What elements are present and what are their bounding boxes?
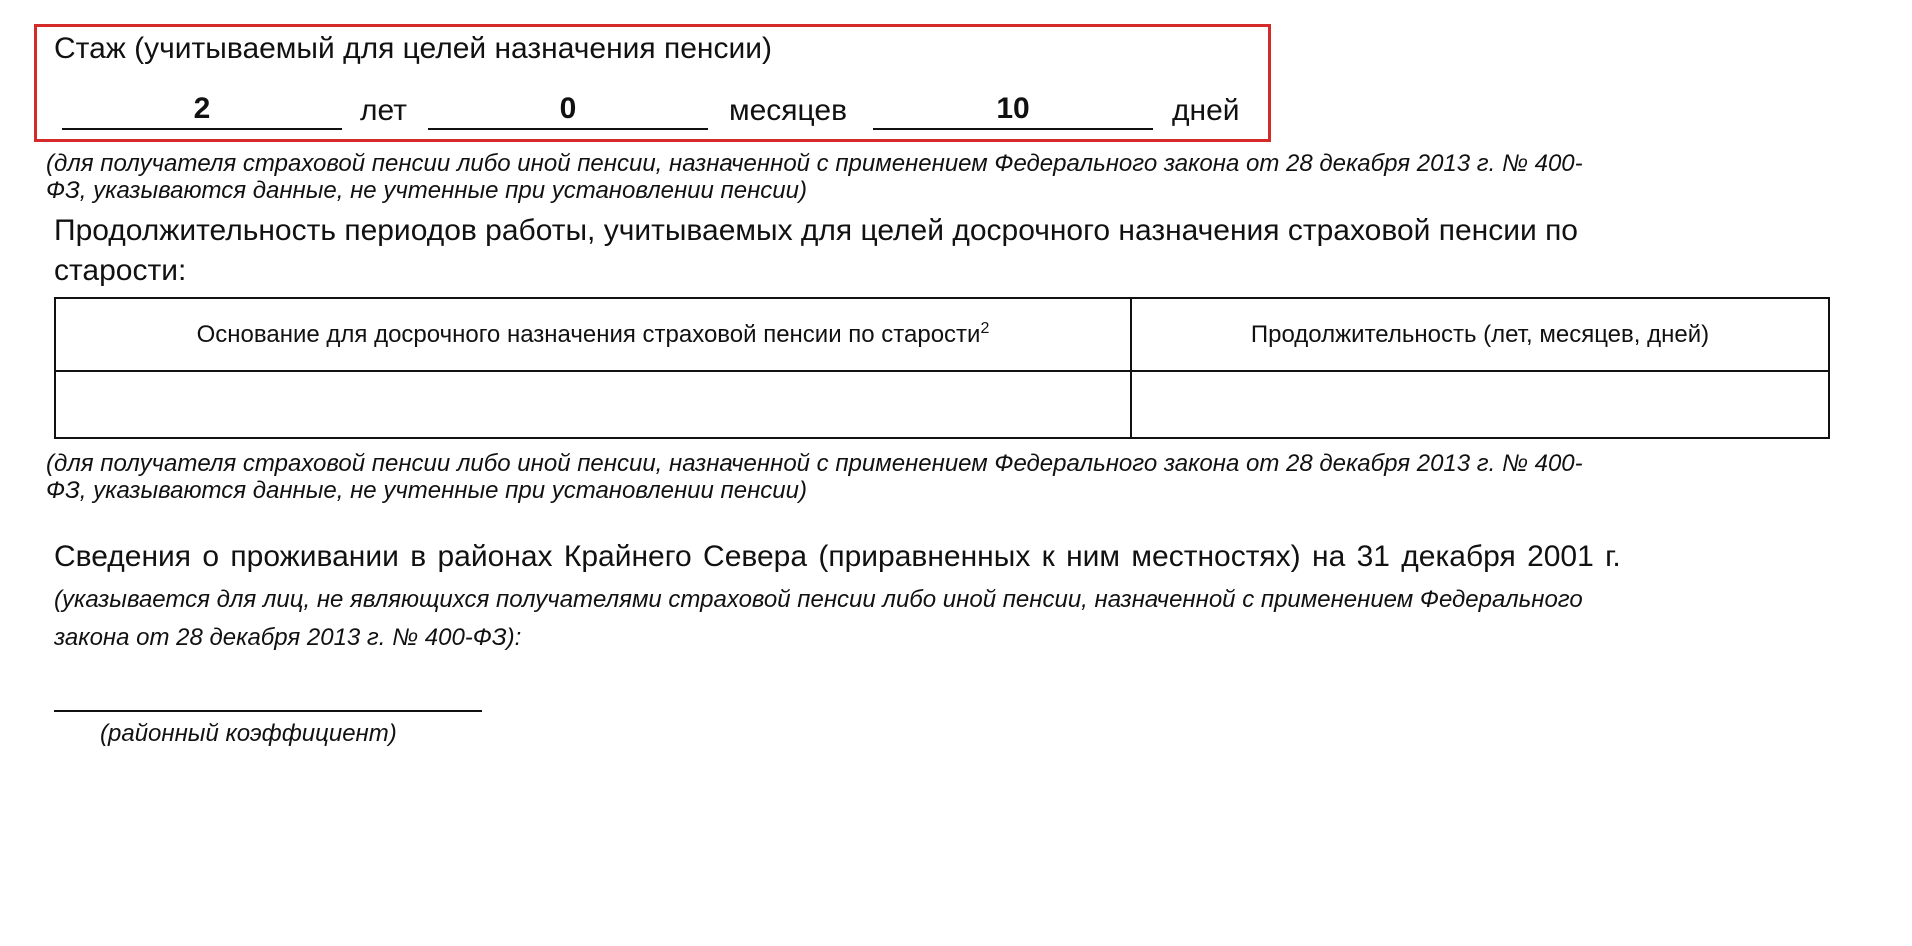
early-periods-note-line1: (для получателя страховой пенсии либо иной пенсии, назначенной с применением Федерального закона от 28 декабря 2013 г. № 400- xyxy=(46,450,1583,477)
seniority-months-field[interactable]: 0 xyxy=(428,90,708,130)
seniority-note-line2: ФЗ, указываются данные, не учтенные при установлении пенсии) xyxy=(46,177,807,204)
far-north-title: Сведения о проживании в районах Крайнего Севера (приравненных к ним местностях) на 31 декабря 2001 г. xyxy=(54,540,1621,573)
district-coefficient-field[interactable] xyxy=(54,672,482,712)
seniority-days-label: дней xyxy=(1172,94,1240,127)
early-periods-title-line1: Продолжительность периодов работы, учитываемых для целей досрочного назначения страховой пенсии по xyxy=(54,214,1578,247)
table-cell-basis[interactable] xyxy=(55,371,1131,438)
far-north-note-line1: (указывается для лиц, не являющихся получателями страховой пенсии либо иной пенсии, назначенной с применением Федерального xyxy=(54,586,1583,613)
table-row xyxy=(55,371,1829,438)
table-header-basis-label: Основание для досрочного назначения страховой пенсии по старости xyxy=(196,321,981,348)
early-periods-note-line2: ФЗ, указываются данные, не учтенные при установлении пенсии) xyxy=(46,477,807,504)
table-header-basis xyxy=(55,298,1131,371)
seniority-days-field[interactable]: 10 xyxy=(873,90,1153,130)
early-periods-title-line2: старости: xyxy=(54,254,187,287)
early-periods-table xyxy=(54,297,1830,439)
table-header-row xyxy=(55,298,1829,371)
footnote-marker: 2 xyxy=(980,320,990,337)
seniority-title: Стаж (учитываемый для целей назначения пенсии) xyxy=(54,32,772,65)
seniority-years-label: лет xyxy=(360,94,407,127)
table-cell-duration[interactable] xyxy=(1131,371,1829,438)
seniority-months-label: месяцев xyxy=(729,94,848,127)
far-north-note-line2: закона от 28 декабря 2013 г. № 400-ФЗ): xyxy=(54,624,522,651)
seniority-years-field[interactable]: 2 xyxy=(62,90,342,130)
seniority-note-line1: (для получателя страховой пенсии либо иной пенсии, назначенной с применением Федерального закона от 28 декабря 2013 г. № 400- xyxy=(46,150,1583,177)
district-coefficient-caption: (районный коэффициент) xyxy=(100,720,397,747)
table-header-duration: Продолжительность (лет, месяцев, дней) xyxy=(1131,298,1829,371)
